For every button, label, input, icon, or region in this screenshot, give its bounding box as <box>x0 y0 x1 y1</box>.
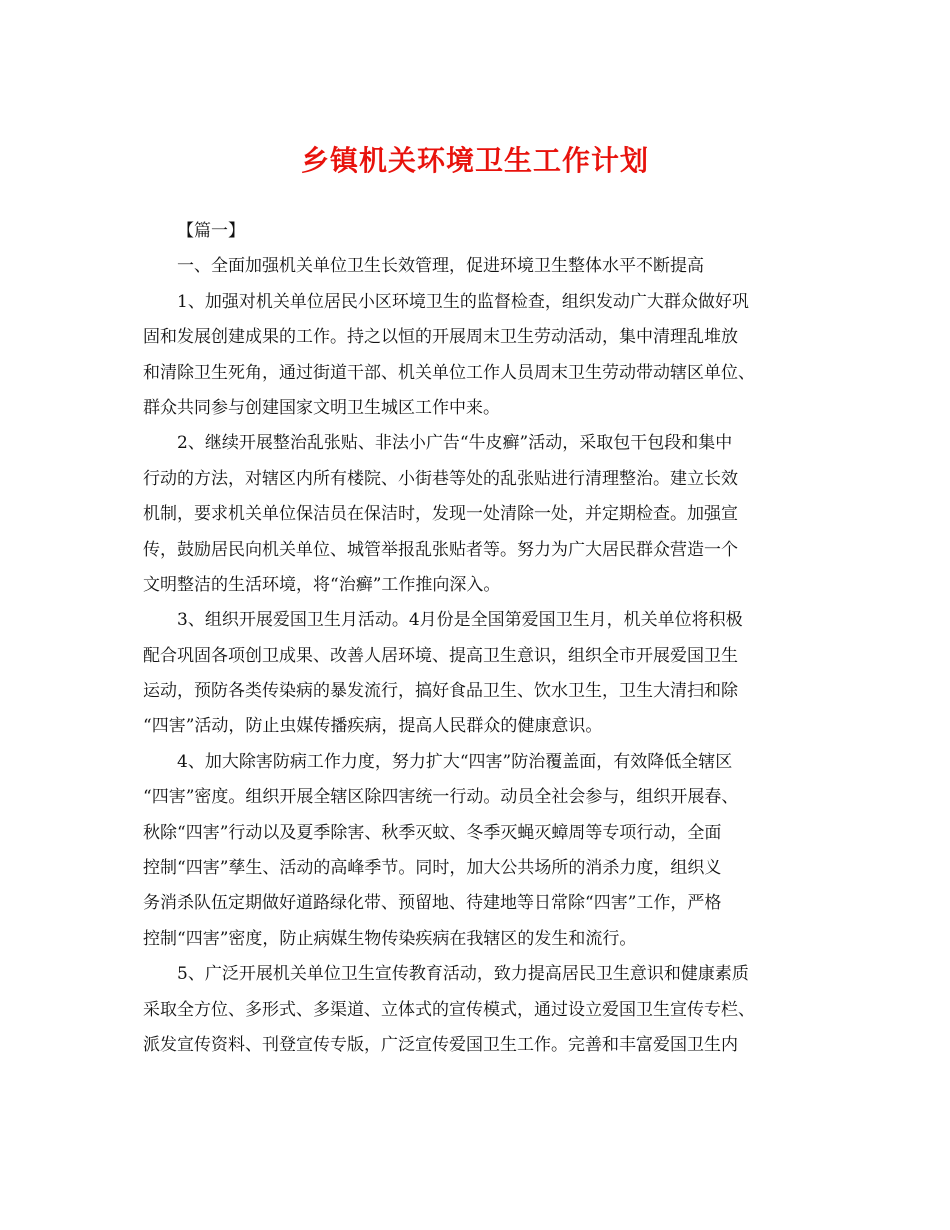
text-line: 务消杀队伍定期做好道路绿化带、预留地、待建地等日常除“四害”工作，严格 <box>143 893 722 914</box>
text-line: 行动的方法，对辖区内所有楼院、小街巷等处的乱张贴进行清理整治。建立长效 <box>143 468 738 489</box>
text-line: 采取全方位、多形式、多渠道、立体式的宣传模式，通过设立爱国卫生宣传专栏、 <box>143 999 755 1020</box>
document-body <box>143 214 808 1063</box>
text-line: 控制“四害”孳生、活动的高峰季节。同时，加大公共场所的消杀力度，组织义 <box>143 858 722 879</box>
text-line: 和清除卫生死角，通过街道干部、机关单位工作人员周末卫生劳动带动辖区单位、 <box>143 362 755 383</box>
text-line: 3、组织开展爱国卫生月活动。4月份是全国第爱国卫生月，机关单位将积极 <box>177 610 743 631</box>
text-line: 文明整洁的生活环境，将“治癣”工作推向深入。 <box>143 574 501 595</box>
text-line: 2、继续开展整治乱张贴、非法小广告“牛皮癣”活动，采取包干包段和集中 <box>177 433 733 454</box>
text-line: 群众共同参与创建国家文明卫生城区工作中来。 <box>143 397 500 418</box>
text-line: 控制“四害”密度，防止病媒生物传染疾病在我辖区的发生和流行。 <box>143 928 637 949</box>
text-line: 1、加强对机关单位居民小区环境卫生的监督检查，组织发动广大群众做好巩 <box>177 291 749 312</box>
text-line: 4、加大除害防病工作力度，努力扩大“四害”防治覆盖面，有效降低全辖区 <box>177 751 733 772</box>
text-line: 固和发展创建成果的工作。持之以恒的开展周末卫生劳动活动，集中清理乱堆放 <box>143 327 738 348</box>
text-line: 一、全面加强机关单位卫生长效管理，促进环境卫生整体水平不断提高 <box>177 256 704 277</box>
text-line: 传，鼓励居民向机关单位、城管举报乱张贴者等。努力为广大居民群众营造一个 <box>143 539 738 560</box>
text-line: 秋除“四害”行动以及夏季除害、秋季灭蚊、冬季灭蝇灭蟑周等专项行动，全面 <box>143 822 722 843</box>
text-line: 【篇一】 <box>177 221 245 241</box>
text-line: 配合巩固各项创卫成果、改善人居环境、提高卫生意识，组织全市开展爱国卫生 <box>143 645 738 666</box>
text-line: 派发宣传资料、刊登宣传专版，广泛宣传爱国卫生工作。完善和丰富爱国卫生内 <box>143 1034 738 1055</box>
text-line: “四害”活动，防止虫媒传播疾病，提高人民群众的健康意识。 <box>143 716 603 737</box>
text-line: 机制，要求机关单位保洁员在保洁时，发现一处清除一处，并定期检查。加强宣 <box>143 504 738 525</box>
text-line: “四害”密度。组织开展全辖区除四害统一行动。动员全社会参与，组织开展春、 <box>143 787 739 808</box>
text-line: 运动，预防各类传染病的暴发流行，搞好食品卫生、饮水卫生，卫生大清扫和除 <box>143 681 738 702</box>
text-line: 5、广泛开展机关单位卫生宣传教育活动，致力提高居民卫生意识和健康素质 <box>177 964 749 985</box>
document-title: 乡镇机关环境卫生工作计划 <box>300 144 649 177</box>
